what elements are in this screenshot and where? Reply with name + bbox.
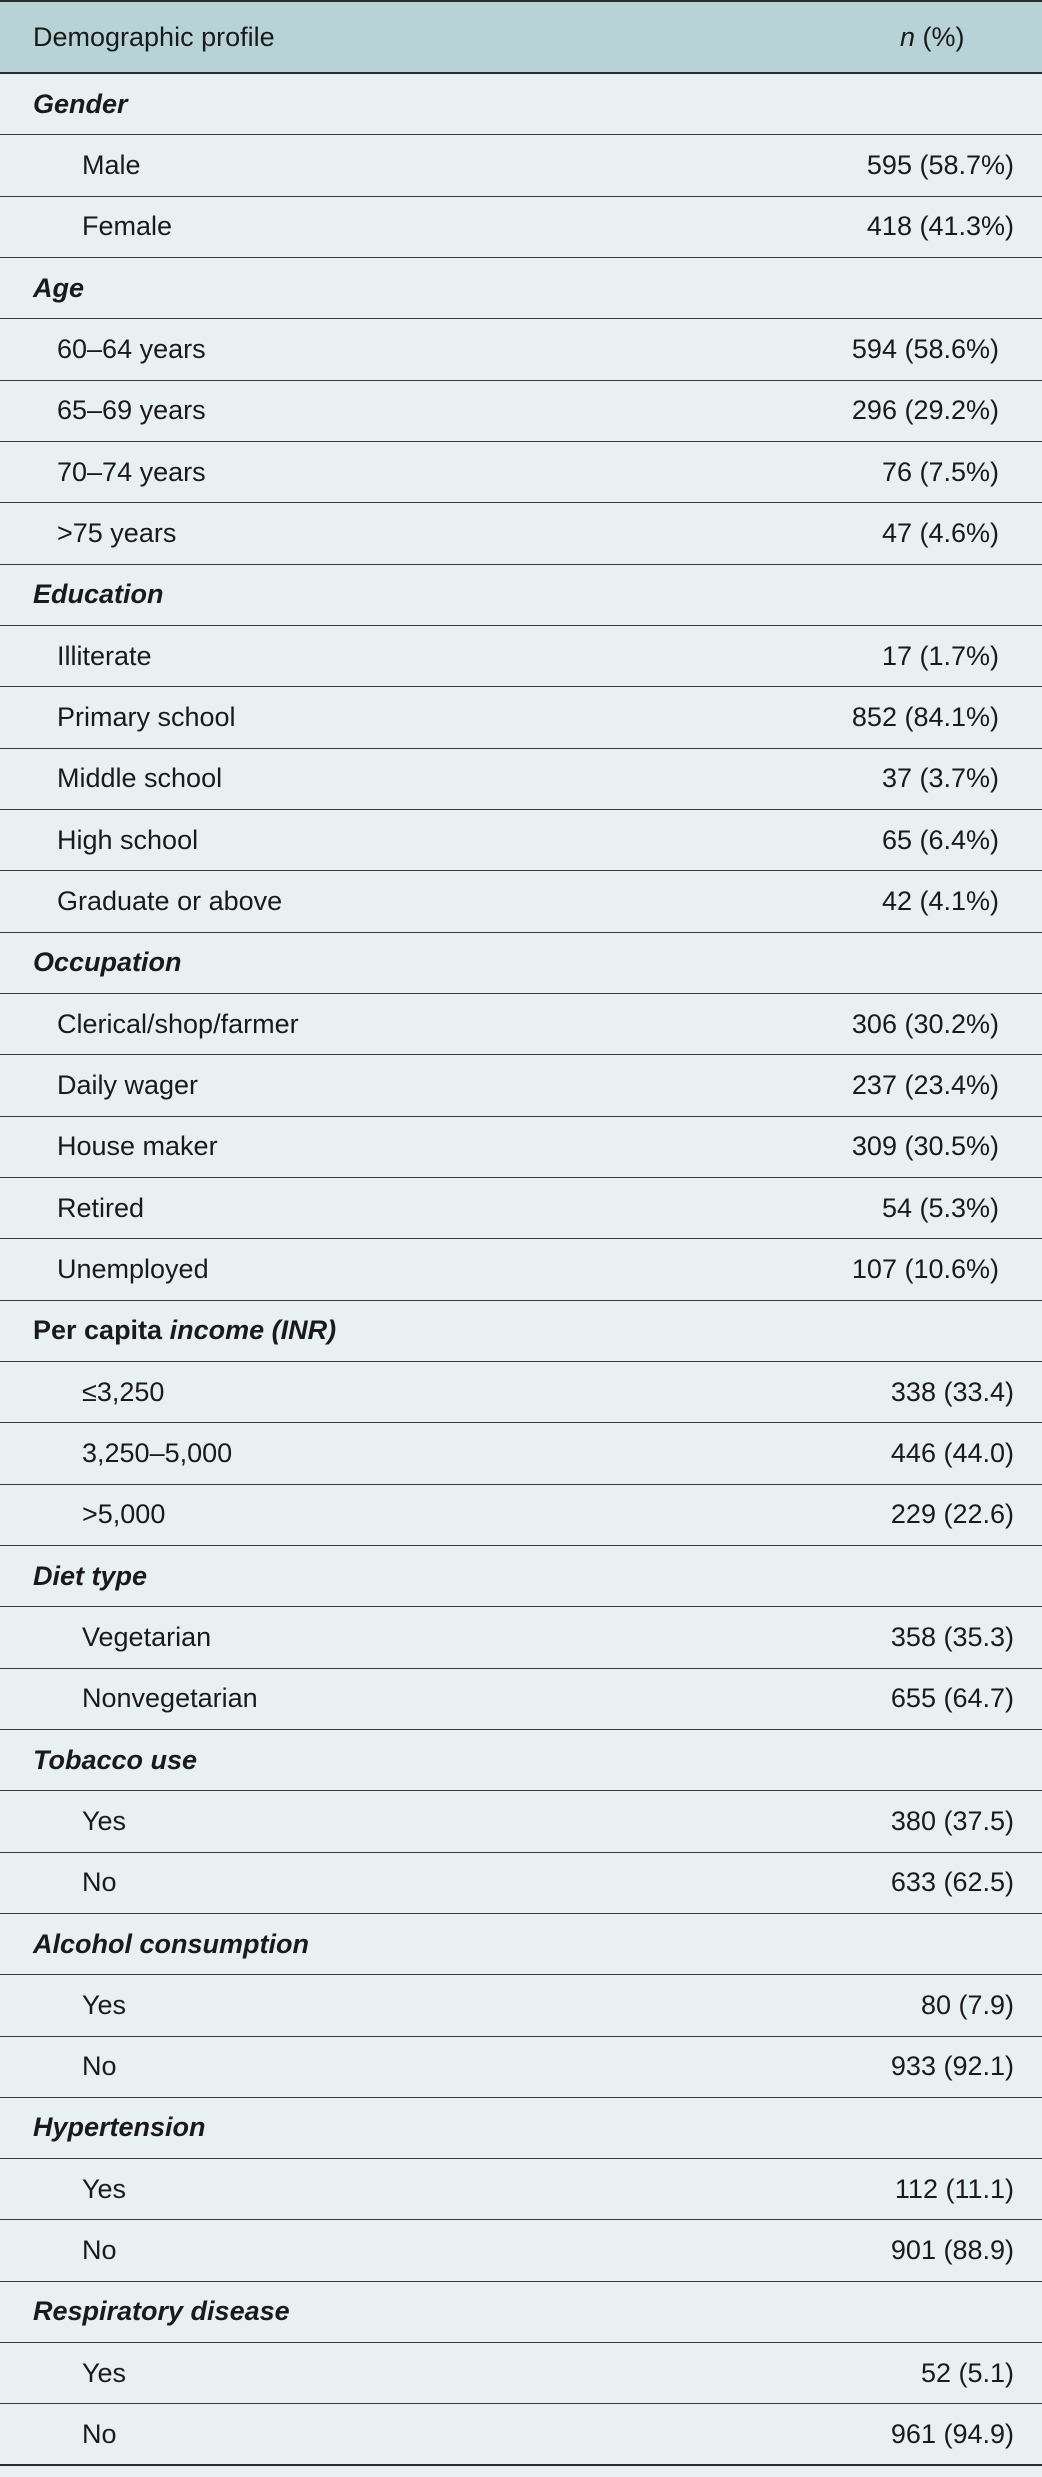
table-row: [0, 1853, 1042, 1914]
section-header-row: [0, 933, 1042, 994]
row-label: No: [82, 2051, 117, 2082]
row-label: Middle school: [57, 763, 223, 794]
row-label: Yes: [82, 1989, 127, 2020]
row-label: Daily wager: [57, 1069, 199, 1100]
header-percent: (%): [915, 21, 965, 52]
row-value: 37 (3.7%): [881, 763, 999, 794]
table-row: [0, 1055, 1042, 1116]
row-value: 47 (4.6%): [881, 517, 999, 548]
row-label: Female: [82, 211, 173, 242]
row-label: Yes: [82, 2357, 127, 2388]
row-label: No: [82, 2418, 117, 2449]
row-value: 338 (33.4): [890, 1376, 1014, 1407]
table-row: [0, 1975, 1042, 2036]
table-row: [0, 2343, 1042, 2404]
section-title: Tobacco use: [33, 1744, 198, 1775]
section-header-row: [0, 1546, 1042, 1607]
table-row: [0, 994, 1042, 1055]
row-value: 306 (30.2%): [851, 1008, 999, 1039]
row-value: 380 (37.5): [890, 1805, 1014, 1836]
row-label: Vegetarian: [82, 1621, 212, 1652]
row-value: 655 (64.7): [890, 1683, 1014, 1714]
table-row: [0, 1791, 1042, 1852]
row-label: Nonvegetarian: [82, 1683, 258, 1714]
table-row: [0, 135, 1042, 196]
table-row: [0, 1362, 1042, 1423]
table-row: [0, 1485, 1042, 1546]
table-row: [0, 1669, 1042, 1730]
row-value: 594 (58.6%): [851, 333, 999, 364]
header-n-percent: [900, 22, 965, 53]
section-title-italic: income (INR): [169, 1315, 337, 1346]
header-demographic-profile: Demographic profile: [33, 21, 275, 52]
section-header-row: [0, 1730, 1042, 1791]
row-label: Unemployed: [57, 1253, 209, 1284]
header-n: n: [900, 21, 916, 52]
section-title-upright: Per capita: [33, 1315, 170, 1346]
row-label: Illiterate: [57, 640, 152, 671]
row-label: No: [82, 1867, 117, 1898]
row-value: 54 (5.3%): [881, 1192, 999, 1223]
section-title: Respiratory disease: [33, 2296, 290, 2327]
table-row: [0, 1178, 1042, 1239]
row-value: 961 (94.9): [890, 2418, 1014, 2449]
row-label: Primary school: [57, 701, 236, 732]
section-title: [33, 1315, 336, 1346]
row-label: Yes: [82, 2173, 127, 2204]
row-label: No: [82, 2235, 117, 2266]
row-value: 446 (44.0): [890, 1437, 1014, 1468]
row-value: 52 (5.1): [920, 2357, 1014, 2388]
row-value: 65 (6.4%): [881, 824, 999, 855]
section-title: Age: [33, 272, 85, 303]
row-label: 3,250–5,000: [82, 1437, 233, 1468]
section-header-row: [0, 74, 1042, 135]
section-header-row: [0, 1914, 1042, 1975]
row-label: Male: [82, 149, 141, 180]
row-label: 70–74 years: [57, 456, 206, 487]
row-value: 229 (22.6): [890, 1499, 1014, 1530]
row-label: ≤3,250: [82, 1376, 165, 1407]
section-header-row: [0, 2098, 1042, 2159]
section-title: Alcohol consumption: [33, 1928, 309, 1959]
row-value: 296 (29.2%): [851, 395, 999, 426]
table-row: [0, 810, 1042, 871]
row-label: Graduate or above: [57, 885, 283, 916]
table-body: [0, 74, 1042, 2466]
table-row: [0, 381, 1042, 442]
table-row: [0, 871, 1042, 932]
row-value: 42 (4.1%): [881, 885, 999, 916]
section-title: Education: [33, 579, 164, 610]
table-row: [0, 2037, 1042, 2098]
table-row: [0, 749, 1042, 810]
row-value: 80 (7.9): [920, 1989, 1014, 2020]
section-header-row: [0, 1301, 1042, 1362]
row-label: House maker: [57, 1131, 218, 1162]
row-value: 358 (35.3): [890, 1621, 1014, 1652]
table-row: [0, 442, 1042, 503]
section-header-row: [0, 565, 1042, 626]
table-row: [0, 319, 1042, 380]
row-value: 309 (30.5%): [851, 1131, 999, 1162]
row-value: 76 (7.5%): [881, 456, 999, 487]
table-row: [0, 1607, 1042, 1668]
table-row: [0, 1239, 1042, 1300]
row-label: Yes: [82, 1805, 127, 1836]
row-value: 237 (23.4%): [851, 1069, 999, 1100]
row-label: >75 years: [57, 517, 177, 548]
row-value: 633 (62.5): [890, 1867, 1014, 1898]
table-row: [0, 2404, 1042, 2465]
row-label: 60–64 years: [57, 333, 206, 364]
table-row: [0, 687, 1042, 748]
row-value: 107 (10.6%): [851, 1253, 999, 1284]
table-header-row: [0, 0, 1042, 74]
row-label: High school: [57, 824, 199, 855]
section-title: Gender: [33, 88, 128, 119]
row-value: 595 (58.7%): [866, 149, 1014, 180]
section-header-row: [0, 2282, 1042, 2343]
row-value: 933 (92.1): [890, 2051, 1014, 2082]
table-row: [0, 197, 1042, 258]
table-row: [0, 1423, 1042, 1484]
row-label: Retired: [57, 1192, 145, 1223]
table-row: [0, 1117, 1042, 1178]
row-label: 65–69 years: [57, 395, 206, 426]
row-value: 17 (1.7%): [881, 640, 999, 671]
row-value: 901 (88.9): [890, 2235, 1014, 2266]
row-value: 418 (41.3%): [866, 211, 1014, 242]
row-label: Clerical/shop/farmer: [57, 1008, 299, 1039]
row-value: 112 (11.1): [894, 2173, 1014, 2204]
table-row: [0, 503, 1042, 564]
section-title: Occupation: [33, 947, 182, 978]
section-title: Diet type: [33, 1560, 148, 1591]
row-value: 852 (84.1%): [851, 701, 999, 732]
section-title: Hypertension: [33, 2112, 206, 2143]
table-row: [0, 2159, 1042, 2220]
table-row: [0, 626, 1042, 687]
row-label: >5,000: [82, 1499, 166, 1530]
table-row: [0, 2220, 1042, 2281]
section-header-row: [0, 258, 1042, 319]
